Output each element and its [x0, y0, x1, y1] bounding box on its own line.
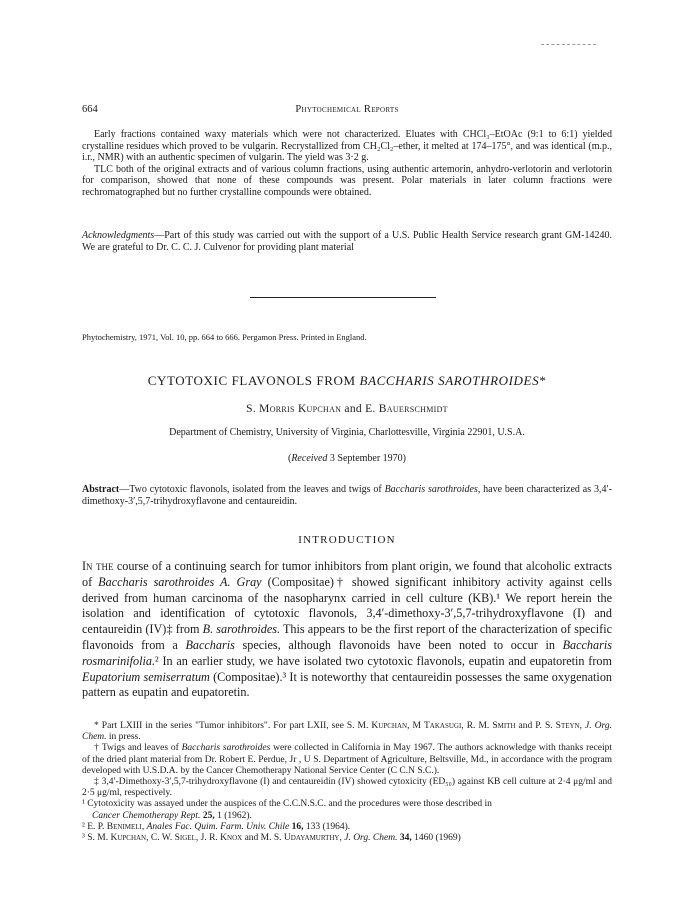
introduction-body: In the course of a continuing search for tumor inhibitors from plant origin, we found that alcoholic extracts of Baccharis sarothroides A. Gray (Compositae)† showed significant inhibitory activity against cells derived from human carcinoma of the nasopharynx carried in cell culture (KB).¹ We report herein the isolation and identification of cytotoxic flavonols, 3,4′-dimethoxy-3′,5,7-trihydroxyflavone (I) and centaureidin (IV)‡ from B. sarothroides. This appears to be the first report of the characterization of specific flavonoids from a Baccharis species, although flavonoids have been noted to occur in Baccharis rosmarinifolia.² In an earlier study, we have isolated two cytotoxic flavonols, eupatin and eupatoretin from Eupatorium semiserratum (Compositae).³ It is noteworthy that centaureidin possesses the same oxygenation pattern as eupatin and eupatoretin.: [82, 559, 613, 700]
author-affiliation: Department of Chemistry, University of Virginia, Charlottesville, Virginia 22901, U.S.A.: [169, 427, 525, 438]
abstract-label: Abstract: [82, 484, 120, 495]
acknowledgments-label: Acknowledgments: [82, 230, 155, 241]
corner-scan-mark: [541, 44, 596, 45]
reference: ¹ Cytotoxicity was assayed under the auspices of the C.C.N.S.C. and the procedures were those described in: [82, 799, 492, 810]
reference-continuation: Cancer Chemotherapy Rept. 25, 1 (1962).: [92, 810, 252, 821]
footnote: † Twigs and leaves of Baccharis sarothroides were collected in California in May 1967. The authors acknowledge with thanks receipt of the dried plant material from Dr. Robert E. Perdue, Jr , U S. Department of Agriculture, Beltsville, Md., in accordance with the program developed with U.S.D.A. by the Cancer Chemotherapy National Service Center (C C.N S.C.).: [82, 743, 612, 776]
paragraph: TLC both of the original extracts and of various column fractions, using authentic artemorin, anhydro-verlotorin and verlotorin for comparison, showed that none of these compounds was present. Polar materials in later column fractions were rechromatographed but no further crystalline compounds were obtained.: [82, 163, 612, 198]
footnote: * Part LXIII in the series "Tumor inhibitors". For part LXII, see S. M. Kupchan, M Takasugi, R. M. Smith and P. S. Steyn, J. Org. Chem. in press.: [82, 721, 612, 743]
footnotes: [82, 721, 612, 844]
paragraph: Early fractions contained waxy materials which were not characterized. Eluates with CHCl₃–EtOAc (9:1 to 6:1) yielded crystalline residues which proved to be vulgarin. Recrystallized from CH₂Cl₂–ether, it melted at 174–175°, and was identical (m.p., i.r., NMR) with an authentic specimen of vulgarin. The yield was 3·2 g.: [82, 129, 612, 164]
page-number: 664: [82, 104, 98, 115]
running-head: [82, 104, 612, 118]
journal-section-name: Phytochemical Reports: [295, 104, 399, 115]
journal-citation: Phytochemistry, 1971, Vol. 10, pp. 664 to 666. Pergamon Press. Printed in England.: [82, 332, 367, 342]
footnote: ‡ 3,4′-Dimethoxy-3′,5,7-trihydroxyflavone (I) and centaureidin (IV) showed cytoxicity (ED₅₀) against KB cell culture at 2·4 μg/ml and 2·5 μg/ml, respectively.: [82, 777, 612, 799]
author: E. Bauerschmidt: [365, 403, 448, 415]
separator-rule: [250, 297, 436, 298]
author: S. Morris Kupchan: [246, 403, 342, 415]
section-heading: INTRODUCTION: [298, 534, 396, 546]
previous-article-text: [82, 129, 612, 199]
abstract: Abstract—Two cytotoxic flavonols, isolated from the leaves and twigs of Baccharis sarothroides, have been characterized as 3,4′-dimethoxy-3′,5,7-trihydroxyflavone and centaureidin.: [82, 484, 613, 507]
received-date: (Received 3 September 1970): [287, 453, 407, 464]
reference: ³ S. M. Kupchan, C. W. Sigel, J. R. Knox and M. S. Udayamurthy, J. Org. Chem. 34, 1460 (1969): [82, 833, 461, 844]
reference: ² E. P. Benimeli, Anales Fac. Quim. Farm. Univ. Chile 16, 133 (1964).: [82, 821, 351, 832]
acknowledgments-text: —Part of this study was carried out with the support of a U.S. Public Health Service research grant GM-14240. We are grateful to Dr. C. C. J. Culvenor for providing plant material: [82, 230, 612, 253]
article-authors: S. Morris Kupchan and E. Bauerschmidt: [246, 403, 448, 415]
acknowledgments: [82, 230, 612, 253]
article-title: CYTOTOXIC FLAVONOLS FROM BACCHARIS SAROTHROIDES*: [147, 373, 547, 388]
